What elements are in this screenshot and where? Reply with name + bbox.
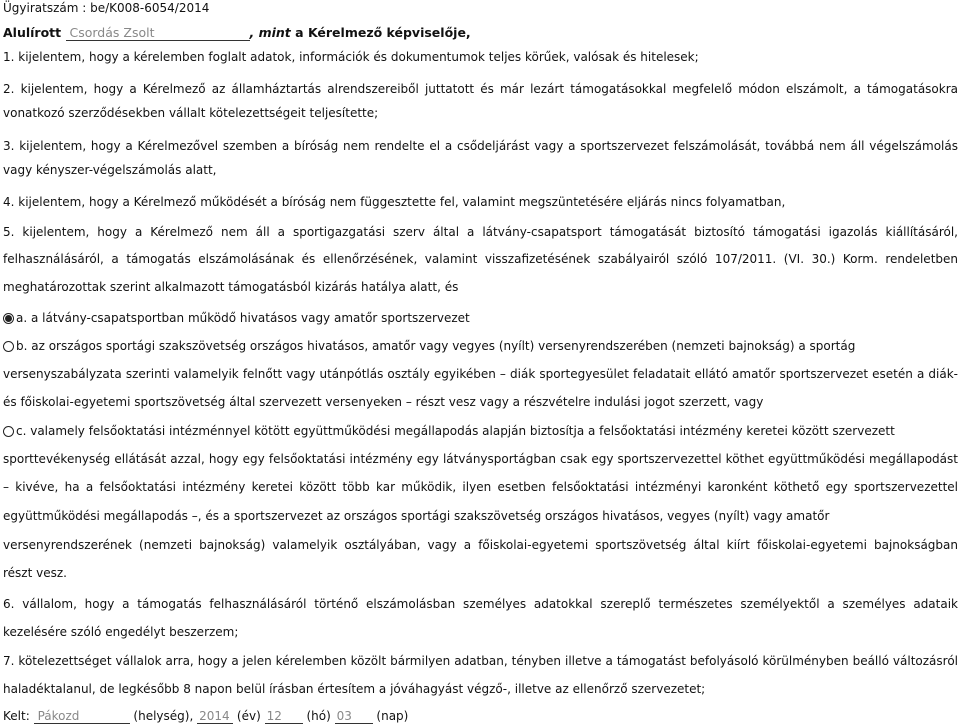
option-a-label: a. a látvány-csapatsportban működő hivatásos vagy amatőr sportszervezet [16, 311, 470, 325]
month-field[interactable]: 12 [265, 709, 303, 724]
option-c-line-2: sporttevékenység ellátását azzal, hogy egy felsőoktatási intézmény egy látványsportágban csak egy sportszervezettel köthet együttműködési megállapodást [3, 452, 958, 466]
option-c-line-3: – kivéve, ha a felsőoktatási intézmény keretei között több kar működik, ilyen esetben felsőoktatási intézményi karonként köthető egy sportszervezettel [3, 480, 958, 494]
declarant-mint: , mint [249, 25, 291, 40]
option-b-line-3: és főiskolai-egyetemi sportszövetség által szervezett versenyeken – részt vesz vagy a részvételre indulási jogot szerzett, vagy [3, 395, 764, 409]
signature-line [3, 708, 958, 724]
option-b-line-2: versenyszabályzata szerinti valamelyik felnőtt vagy utánpótlás osztály egyikében – diák sportegyesület feladatait ellátó amatőr sportszervezet esetén a diák- [3, 367, 958, 381]
statement-4: 4. kijelentem, hogy a Kérelmező működését a bíróság nem függesztette fel, valamint megszüntetésére eljárás nincs folyamatban, [3, 195, 786, 209]
option-c-radio[interactable] [3, 426, 14, 437]
declarant-name-field[interactable]: Csordás Zsolt [66, 26, 250, 41]
day-field[interactable]: 03 [335, 709, 373, 724]
option-c-line-6: részt vesz. [3, 566, 67, 580]
option-c-line-4: együttműködési megállapodás –, és a sportszervezet az országos sportági szakszövetség országos hivatásos, vegyes (nyílt) vagy amatőr [3, 509, 830, 523]
statement-5-line-3: meghatározottak szerint alkalmazott támogatásból kizárás hatálya alatt, és [3, 280, 459, 294]
option-b-radio[interactable] [3, 341, 14, 352]
statement-2-line-2: vonatkozó szerződésekben vállalt kötelezettségeit teljesítette; [3, 106, 379, 120]
statement-7-line-1: 7. kötelezettséget vállalok arra, hogy a jelen kérelemben közölt bármilyen adatban, tényben illetve a támogatást befolyásoló körülményben beálló változásról [3, 654, 958, 668]
statement-3-line-2: vagy kényszer-végelszámolás alatt, [3, 163, 217, 177]
ev-label: (év) [236, 709, 261, 723]
statement-7-line-2: haladéktalanul, de legkésőbb 8 napon belül írásban értesítem a jóváhagyást végző-, illetve az ellenőrző szervezetet; [3, 682, 706, 696]
ho-label: (hó) [306, 709, 331, 723]
kelt-label: Kelt: [3, 709, 30, 723]
statement-6-line-2: kezelésére szóló engedélyt beszerzem; [3, 625, 239, 639]
option-b-label-1: b. az országos sportági szakszövetség országos hivatásos, amatőr vagy vegyes (nyílt) versenyrendszerében (nemzeti bajnokság) a sportág [16, 339, 856, 353]
helyseg-label: (helység), [133, 709, 194, 723]
declarant-suffix: a Kérelmező képviselője, [295, 25, 471, 40]
statement-5-line-2: felhasználásáról, a támogatás elszámolásának és ellenőrzésének, valamint visszafizetésének szabályairól szóló 107/2011. (VI. 30.) Korm. rendeletben [3, 252, 958, 266]
option-c-line-5: versenyrendszerének (nemzeti bajnokság) valamelyik osztályában, vagy a főiskolai-egyetemi sportszövetség által kiírt főiskolai-egyetemi bajnokságban [3, 538, 958, 552]
option-a-radio[interactable] [3, 313, 14, 324]
declarant-line [3, 25, 958, 41]
option-a[interactable] [3, 310, 958, 326]
declarant-prefix: Alulírott [3, 25, 62, 40]
option-b-line-1[interactable] [3, 338, 958, 354]
statement-3-line-1: 3. kijelentem, hogy a Kérelmezővel szemben a bíróság nem rendelte el a csődeljárást vagy a sportszervezet felszámolását, továbbá nem áll végelszámolás [3, 139, 958, 153]
year-field[interactable]: 2014 [197, 709, 233, 724]
statement-1: 1. kijelentem, hogy a kérelemben foglalt adatok, információk és dokumentumok teljes körűek, valósak és hitelesek; [3, 50, 699, 64]
statement-2-line-1: 2. kijelentem, hogy a Kérelmező az államháztartás alrendszereiből juttatott és már lezárt támogatásokkal megfelelő módon elszámolt, a támogatásokra [3, 82, 958, 96]
nap-label: (nap) [376, 709, 409, 723]
statement-6-line-1: 6. vállalom, hogy a támogatás felhasználásáról történő elszámolásban személyes adatokkal szereplő természetes személyektől a személyes adataik [3, 597, 958, 611]
option-c-label-1: c. valamely felsőoktatási intézménnyel kötött együttműködési megállapodás alapján biztosítja a felsőoktatási intézmény keretei között szervezett [16, 424, 895, 438]
statement-5-line-1: 5. kijelentem, hogy a Kérelmező nem áll a sportigazgatási szerv által a látvány-csapatsport támogatását biztosító támogatási igazolás kiállításáról, [3, 225, 958, 239]
place-field[interactable]: Pákozd [34, 709, 130, 724]
document-reference-number: Ügyiratszám : be/K008-6054/2014 [3, 1, 210, 15]
option-c-line-1[interactable] [3, 423, 958, 439]
